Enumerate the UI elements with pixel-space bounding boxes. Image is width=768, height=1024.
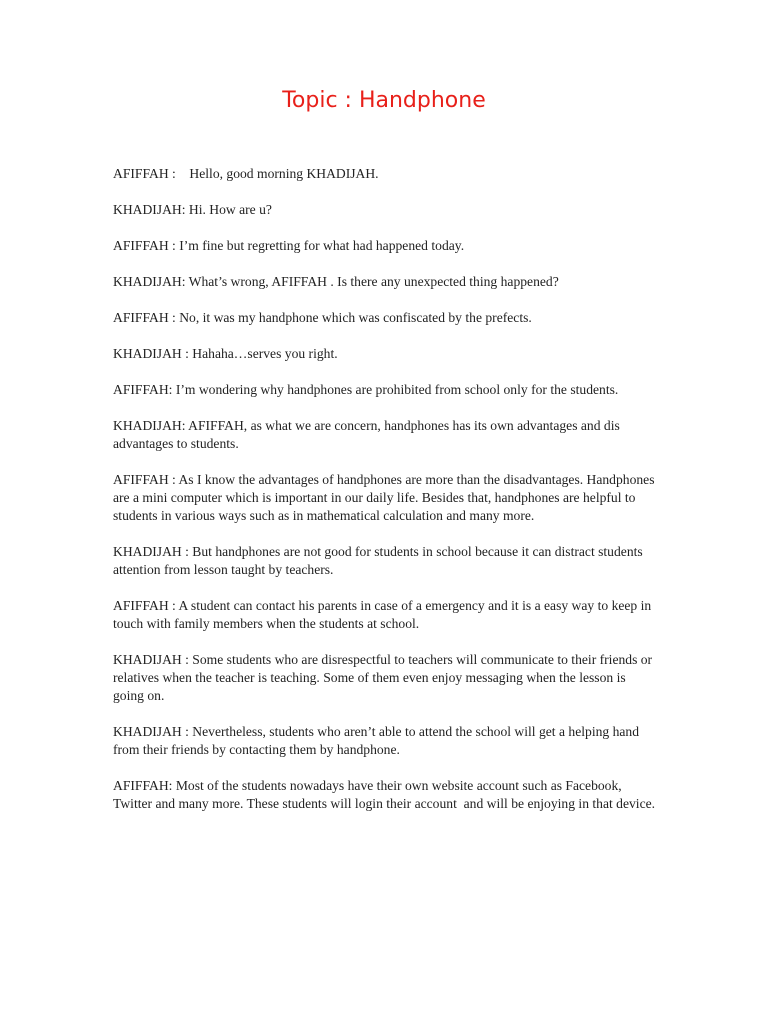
dialogue-line: AFIFFAH : As I know the advantages of handphones are more than the disadvantages. Handphones are a mini computer which is important in our daily life. Besides that, handphones are helpful to students in various ways such as in mathematical calculation and many more. (113, 472, 658, 523)
dialogue-line: AFIFFAH : I’m fine but regretting for what had happened today. (113, 238, 465, 253)
dialogue-line: KHADIJAH: AFIFFAH, as what we are concern, handphones has its own advantages and dis advantages to students. (113, 418, 624, 451)
dialogue-line: KHADIJAH: What’s wrong, AFIFFAH . Is there any unexpected thing happened? (113, 274, 559, 289)
dialogue-line: AFIFFAH: I’m wondering why handphones are prohibited from school only for the students. (113, 382, 619, 397)
dialogue-line: KHADIJAH : But handphones are not good for students in school because it can distract students attention from lesson taught by teachers. (113, 544, 647, 577)
dialogue-line: KHADIJAH: Hi. How are u? (113, 202, 272, 217)
dialogue-line: KHADIJAH : Hahaha…serves you right. (113, 346, 338, 361)
dialogue-line: AFIFFAH : Hello, good morning KHADIJAH. (113, 166, 379, 181)
dialogue-line: AFIFFAH : A student can contact his parents in case of a emergency and it is a easy way to keep in touch with family members when the students at school. (113, 598, 655, 631)
dialogue-line: KHADIJAH : Some students who are disrespectful to teachers will communicate to their friends or relatives when the teacher is teaching. Some of them even enjoy messaging when the lesson is going on. (113, 652, 656, 703)
dialogue-line: AFIFFAH : No, it was my handphone which was confiscated by the prefects. (113, 310, 532, 325)
dialogue-line: AFIFFAH: Most of the students nowadays have their own website account such as Facebook, Twitter and many more. These students will login their account and will be enjoying in that device. (113, 778, 656, 811)
dialogue-body (113, 165, 658, 831)
page-title: Topic : Handphone (282, 88, 486, 113)
dialogue-line: KHADIJAH : Nevertheless, students who aren’t able to attend the school will get a helping hand from their friends by contacting them by handphone. (113, 724, 643, 757)
